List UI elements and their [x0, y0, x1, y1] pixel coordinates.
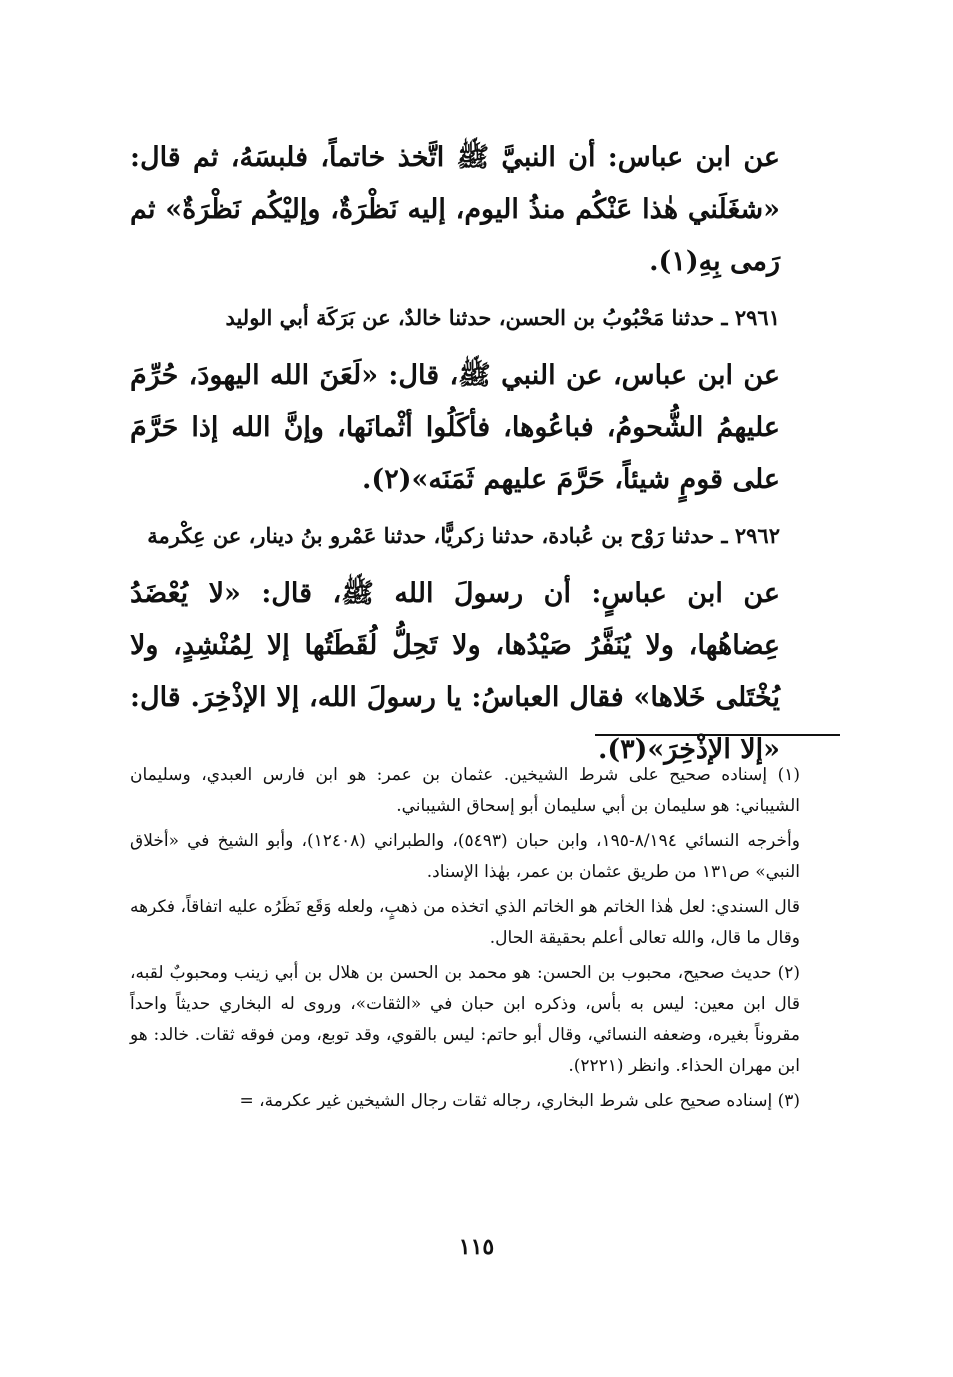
hadith-2960-text: عن ابن عباس: أن النبيَّ ﷺ اتَّخذ خاتماً، فلبسَهُ، ثم قال: «شغَلَني هٰذا عَنْكُم منذُ اليوم، إليه نَظْرَةٌ، وإليْكُم نَظْرَةٌ» ثم رَمى بِهِ(١).	[130, 142, 780, 277]
footnote-3: (٣) إسناده صحيح على شرط البخاري، رجاله ثقات رجال الشيخين غير عكرمة، =	[239, 1091, 800, 1111]
footnotes	[130, 760, 840, 1121]
footnote-1-b: وأخرجه النسائي ٨/١٩٤-١٩٥، وابن حبان (٥٤٩٣)، والطبراني (١٢٤٠٨)، وأبو الشيخ في «أخلاق النبي» ص١٣١ من طريق عثمان بن عمر، بهٰذا الإسناد.	[130, 831, 800, 882]
hadith-2961-text: عن ابن عباس، عن النبي ﷺ، قال: «لَعَنَ الله اليهودَ، حُرِّمَ عليهمُ الشُّحومُ، فباعُوها، فأكَلُوا أثْمانَها، وإنَّ الله إذا حَرَّمَ على قومٍ شيئاً، حَرَّمَ عليهم ثَمَنَه»(٢).	[130, 360, 780, 495]
main-text	[130, 132, 840, 776]
footnote-separator	[595, 734, 840, 736]
footnote-1-a: (١) إسناده صحيح على شرط الشيخين. عثمان بن عمر: هو ابن فارس العبدي، وسليمان الشيباني: هو سليمان بن أبي سليمان أبو إسحاق الشيباني.	[130, 765, 800, 816]
hadith-2961-isnad: ٢٩٦١ ـ حدثنا مَحْبُوبُ بن الحسن، حدثنا خالدٌ، عن بَرَكَة أبي الوليد	[225, 305, 780, 330]
hadith-2962-isnad: ٢٩٦٢ ـ حدثنا رَوْح بن عُبادة، حدثنا زكريًّا، حدثنا عَمْرو بنُ دينار، عن عِكْرمة	[147, 523, 780, 548]
footnote-2: (٢) حديث صحيح، محبوب بن الحسن: هو محمد بن الحسن بن هلال بن أبي زينب ومحبوبٌ لقبه، قال ابن معين: ليس به بأس، وذكره ابن حبان في «الثقات»، وروى له البخاري حديثاً واحداً مقروناً بغيره، وضعفه النسائي، وقال أبو حاتم: ليس بالقوي، وقد توبع، ومن فوقه ثقات. خالد: هو ابن مهران الحذاء. وانظر (٢٢٢١).	[130, 963, 800, 1076]
page-number: ١١٥	[458, 1234, 495, 1260]
hadith-2962-text: عن ابن عباسٍ: أن رسولَ الله ﷺ، قال: «لا يُعْضَدُ عِضاهُها، ولا يُنَفَّرُ صَيْدُها، ولا تَحِلُّ لُقَطَتُها إلا لِمُنْشِدٍ، ولا يُخْتَلى خَلاها» فقال العباسُ: يا رسولَ الله، إلا الإذْخِرَ. قال: «إلا الإذْخِرَ»(٣).	[130, 578, 780, 765]
footnote-1-c: قال السندي: لعل هٰذا الخاتم هو الخاتم الذي اتخذه من ذهبٍ، ولعله وَقَع نَظَرُه عليه اتفاقاً، فكرهه وقال ما قال، والله تعالى أعلم بحقيقة الحال.	[130, 897, 800, 948]
